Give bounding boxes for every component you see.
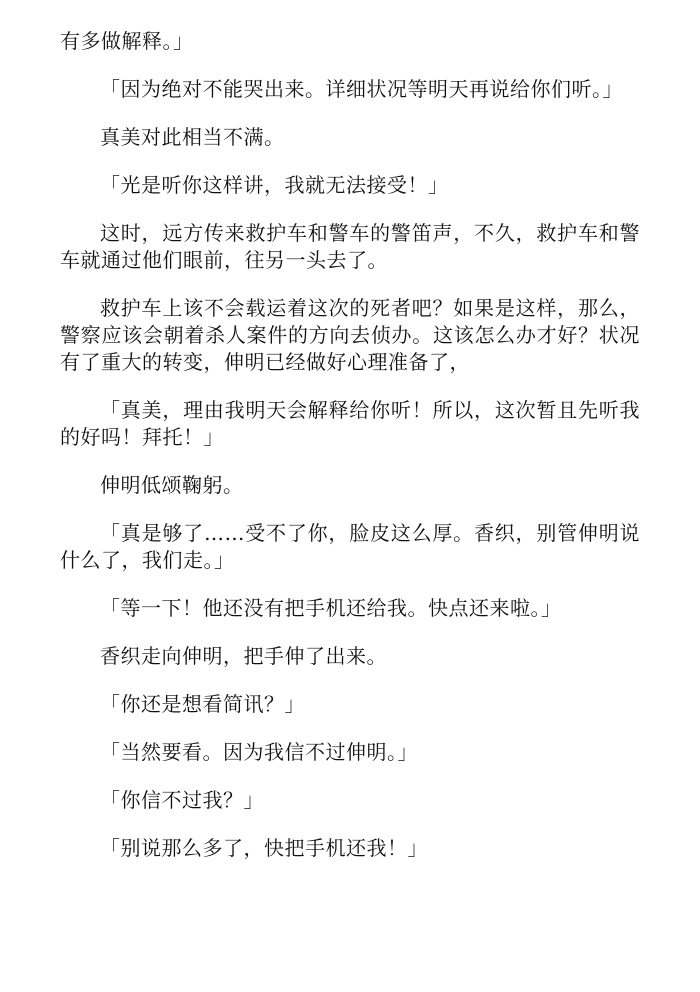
paragraph: 这时，远方传来救护车和警车的警笛声，不久，救护车和警车就通过他们眼前，往另一头去了。 (60, 221, 640, 272)
paragraph: 「你信不过我？」 (100, 788, 264, 812)
paragraph: 「等一下！他还没有把手机还给我。快点还来啦。」 (100, 596, 562, 620)
paragraph: 「你还是想看简讯？」 (100, 692, 305, 716)
paragraph: 「当然要看。因为我信不过伸明。」 (100, 740, 418, 764)
paragraph: 「别说那么多了，快把手机还我！」 (100, 836, 428, 860)
paragraph: 救护车上该不会载运着这次的死者吧？如果是这样，那么，警察应该会朝着杀人案件的方向去侦办。这该怎么办才好？状况有了重大的转变，伸明已经做好心理准备了， (60, 296, 640, 374)
paragraph: 「真是够了……受不了你，脸皮这么厚。香织，别管伸明说什么了，我们走。」 (60, 521, 640, 572)
paragraph: 真美对此相当不满。 (100, 125, 285, 149)
paragraph: 「光是听你这样讲，我就无法接受！」 (100, 173, 449, 197)
paragraph: 香织走向伸明，把手伸了出来。 (100, 644, 387, 668)
paragraph: 「真美，理由我明天会解释给你听！所以，这次暂且先听我的好吗！拜托！」 (60, 398, 640, 449)
paragraph: 有多做解释。」 (60, 29, 194, 53)
paragraph: 「因为绝对不能哭出来。详细状况等明天再说给你们听。」 (100, 77, 623, 101)
paragraph: 伸明低颂鞠躬。 (100, 473, 244, 497)
